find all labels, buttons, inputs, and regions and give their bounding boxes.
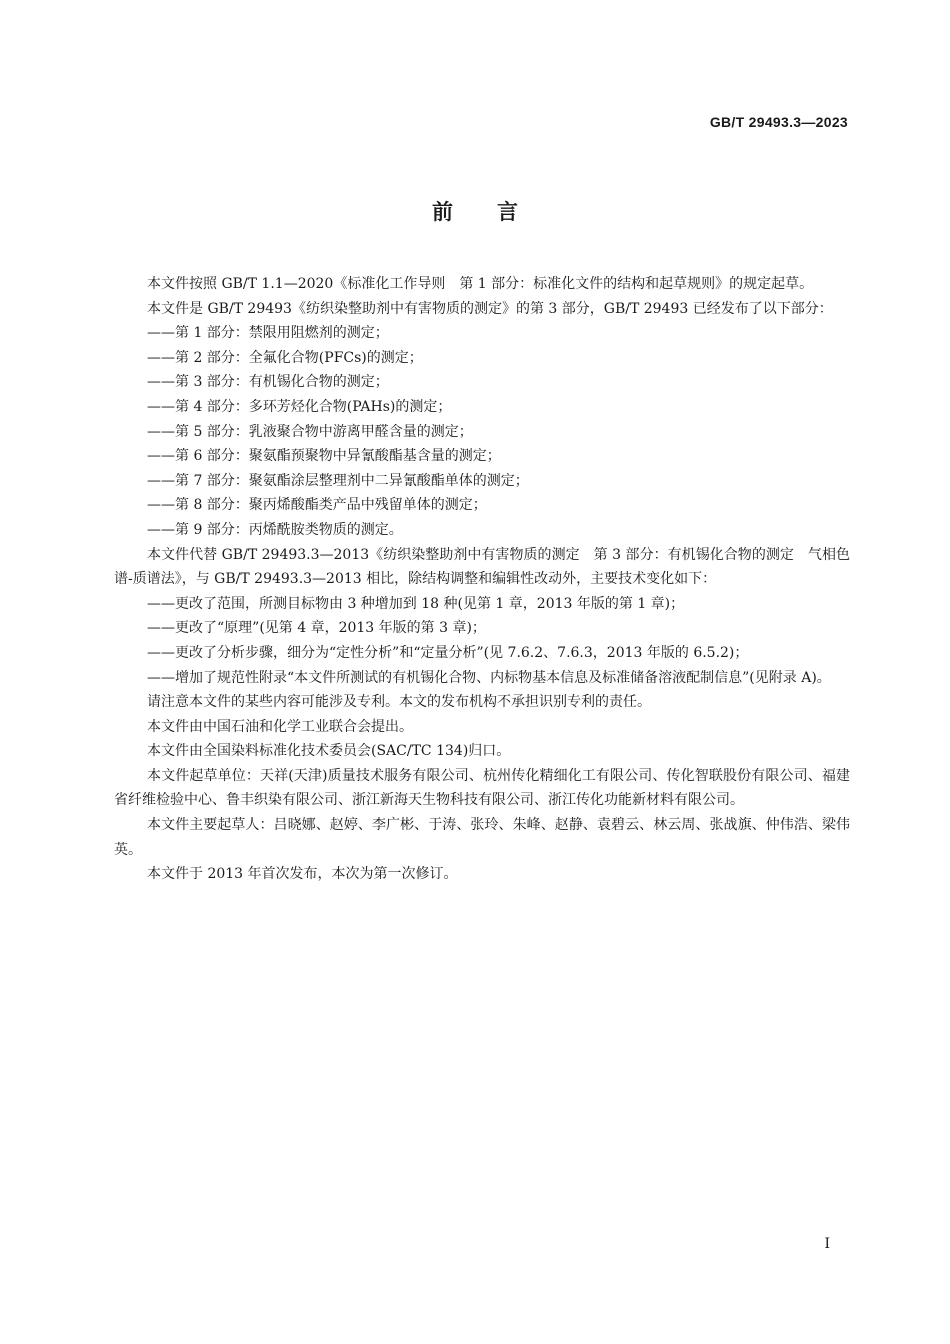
paragraph-series-intro: 本文件是 GB/T 29493《纺织染整助剂中有害物质的测定》的第 3 部分，GB/T 29493 已经发布了以下部分： xyxy=(147,300,833,317)
list-item-part: ——第 7 部分：聚氨酯涂层整理剂中二异氰酸酯单体的测定； xyxy=(147,472,529,489)
list-item-part: ——第 5 部分：乳液聚合物中游离甲醛含量的测定； xyxy=(147,423,473,440)
page-number: I xyxy=(824,1236,830,1252)
standard-code: GB/T 29493.3—2023 xyxy=(709,114,848,130)
list-item-part: ——第 6 部分：聚氨酯预聚物中异氰酸酯基含量的测定； xyxy=(147,448,501,465)
page-title: 前言 xyxy=(432,200,562,224)
paragraph-drafting-units: 本文件起草单位：天祥(天津)质量技术服务有限公司、杭州传化精细化工有限公司、传化智联股份有限公司、福建省纤维检验中心、鲁丰织染有限公司、浙江新海天生物科技有限公司、浙江传化功能新材料有限公司。 xyxy=(114,767,850,809)
foreword-body xyxy=(114,272,850,887)
list-item-change: ——增加了规范性附录“本文件所测试的有机锡化合物、内标物基本信息及标准储备溶液配制信息”(见附录 A)。 xyxy=(147,669,831,686)
list-item-part: ——第 9 部分：丙烯酰胺类物质的测定。 xyxy=(147,521,403,538)
paragraph-replacement: 本文件代替 GB/T 29493.3—2013《纺织染整助剂中有害物质的测定 第 3 部分：有机锡化合物的测定 气相色谱-质谱法》，与 GB/T 29493.3—2013 相比，除结构调整和编辑性改动外，主要技术变化如下： xyxy=(114,546,850,588)
list-item-part: ——第 3 部分：有机锡化合物的测定； xyxy=(147,374,389,391)
list-item-part: ——第 4 部分：多环芳烃化合物(PAHs)的测定； xyxy=(147,398,452,415)
list-item-change: ——更改了“原理”(见第 4 章，2013 年版的第 3 章)； xyxy=(147,620,486,637)
paragraph-committee: 本文件由全国染料标准化技术委员会(SAC/TC 134)归口。 xyxy=(147,743,511,760)
list-item-part: ——第 8 部分：聚丙烯酸酯类产品中残留单体的测定； xyxy=(147,497,487,514)
list-item-change: ——更改了范围，所测目标物由 3 种增加到 18 种(见第 1 章，2013 年版的第 1 章)； xyxy=(147,595,685,612)
list-item-change: ——更改了分析步骤，细分为“定性分析”和“定量分析”(见 7.6.2、7.6.3，2013 年版的 6.5.2)； xyxy=(147,644,749,661)
paragraph-drafters: 本文件主要起草人：吕晓娜、赵婷、李广彬、于涛、张玲、朱峰、赵静、袁碧云、林云周、张战旗、仲伟浩、梁伟英。 xyxy=(114,817,850,858)
list-item-part: ——第 1 部分：禁限用阻燃剂的测定； xyxy=(147,325,389,342)
paragraph-proposer: 本文件由中国石油和化学工业联合会提出。 xyxy=(147,718,413,735)
paragraph-drafting-basis: 本文件按照 GB/T 1.1—2020《标准化工作导则 第 1 部分：标准化文件的结构和起草规则》的规定起草。 xyxy=(147,276,814,292)
list-item-part: ——第 2 部分：全氟化合物(PFCs)的测定； xyxy=(147,349,423,366)
paragraph-history: 本文件于 2013 年首次发布，本次为第一次修订。 xyxy=(147,866,458,883)
paragraph-patent-notice: 请注意本文件的某些内容可能涉及专利。本文的发布机构不承担识别专利的责任。 xyxy=(147,694,651,711)
